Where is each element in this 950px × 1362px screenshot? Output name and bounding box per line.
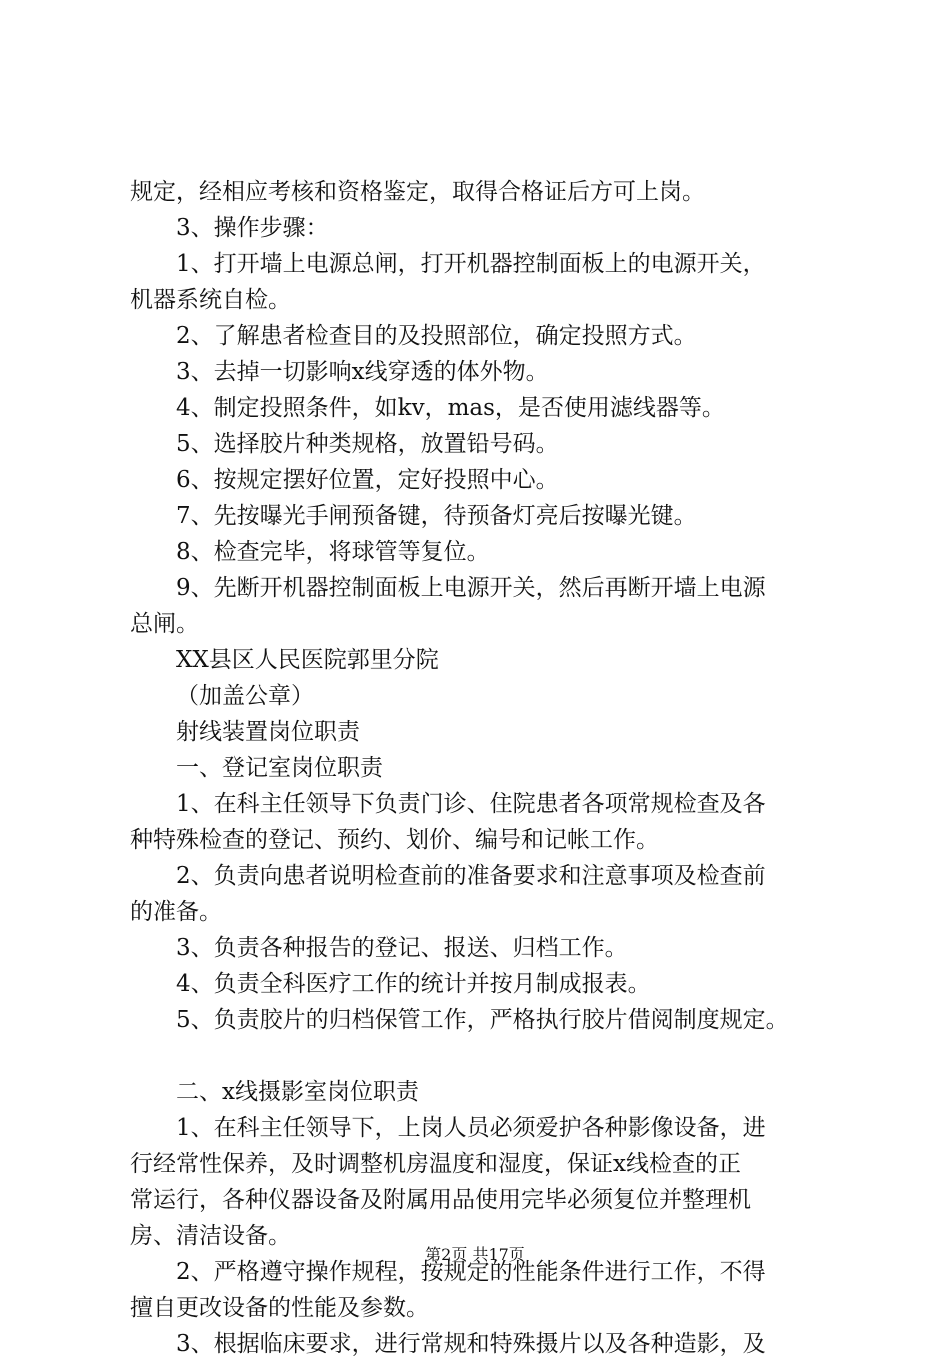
text-line: 2、负责向患者说明检查前的准备要求和注意事项及检查前 <box>176 863 766 889</box>
text-line: 1、在科主任领导下负责门诊、住院患者各项常规检查及各 <box>176 791 766 817</box>
text-line: 7、先按曝光手闸预备键，待预备灯亮后按曝光键。 <box>176 503 697 529</box>
text-line: 一、登记室岗位职责 <box>176 755 383 781</box>
text-line: 2、严格遵守操作规程，按规定的性能条件进行工作，不得 <box>176 1259 766 1285</box>
text-line: 1、在科主任领导下，上岗人员必须爱护各种影像设备，进 <box>176 1115 766 1141</box>
text-line: （加盖公章） <box>176 683 314 709</box>
text-line: 5、负责胶片的归档保管工作，严格执行胶片借阅制度规定。 <box>176 1007 789 1033</box>
text-line: 的准备。 <box>130 899 222 925</box>
text-line: 行经常性保养，及时调整机房温度和湿度，保证x线检查的正 <box>130 1151 741 1177</box>
text-line: 二、x线摄影室岗位职责 <box>176 1079 419 1105</box>
text-line: 规定，经相应考核和资格鉴定，取得合格证后方可上岗。 <box>130 179 705 205</box>
text-line: 1、打开墙上电源总闸，打开机器控制面板上的电源开关， <box>176 251 766 277</box>
text-line: 种特殊检查的登记、预约、划价、编号和记帐工作。 <box>130 827 659 853</box>
text-line: XX县区人民医院郭里分院 <box>176 647 439 673</box>
text-line: 3、去掉一切影响x线穿透的体外物。 <box>176 359 549 385</box>
text-line: 机器系统自检。 <box>130 287 291 313</box>
text-line: 6、按规定摆好位置，定好投照中心。 <box>176 467 559 493</box>
text-line: 擅自更改设备的性能及参数。 <box>130 1295 429 1321</box>
text-line: 4、负责全科医疗工作的统计并按月制成报表。 <box>176 971 651 997</box>
text-line: 3、根据临床要求，进行常规和特殊摄片以及各种造影，及 <box>176 1331 766 1357</box>
text-line: 3、操作步骤： <box>176 215 329 241</box>
text-line: 9、先断开机器控制面板上电源开关，然后再断开墙上电源 <box>176 575 766 601</box>
text-line: 3、负责各种报告的登记、报送、归档工作。 <box>176 935 628 961</box>
text-line: 2、了解患者检查目的及投照部位，确定投照方式。 <box>176 323 697 349</box>
text-line: 总闸。 <box>130 611 199 637</box>
document-body <box>130 174 846 1362</box>
text-line: 5、选择胶片种类规格，放置铅号码。 <box>176 431 559 457</box>
text-line: 房、清洁设备。 <box>130 1223 291 1249</box>
text-line: 8、检查完毕，将球管等复位。 <box>176 539 490 565</box>
text-line: 4、制定投照条件，如kv，mas，是否使用滤线器等。 <box>176 395 725 421</box>
text-line: 射线装置岗位职责 <box>176 719 360 745</box>
blank-line <box>130 1038 846 1074</box>
text-line: 常运行，各种仪器设备及附属用品使用完毕必须复位并整理机 <box>130 1187 751 1213</box>
page-footer: 第2页 共17页 <box>425 1245 525 1264</box>
